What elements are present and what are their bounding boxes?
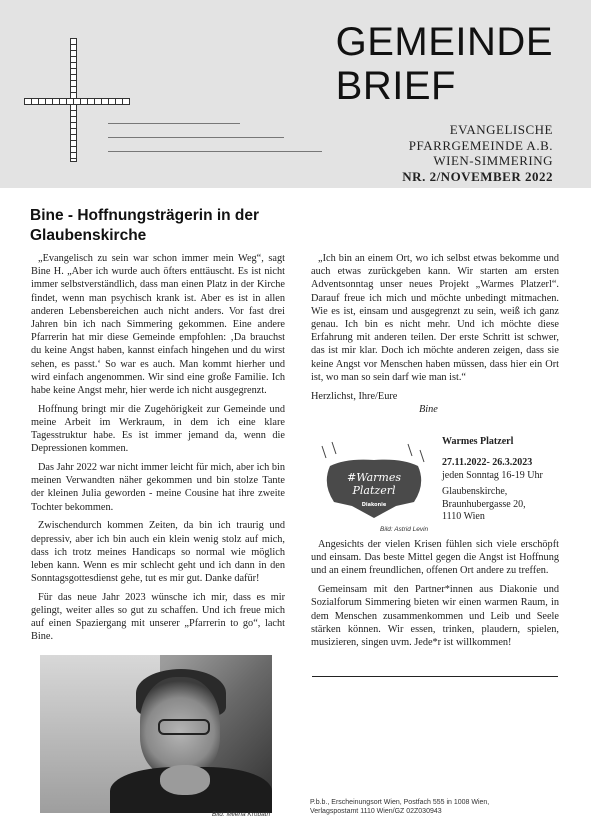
masthead-line2: BRIEF — [335, 64, 456, 108]
event-place: Braunhubergasse 20, — [442, 498, 526, 510]
masthead-line1: GEMEINDE — [335, 20, 553, 64]
photo-caption: Bild: Milena Krobath — [212, 811, 271, 818]
issue-number: NR. 2/NOVEMBER 2022 — [402, 168, 553, 184]
article-right-column — [311, 252, 559, 422]
footer-line1: P.b.b., Erscheinungsort Wien, Postfach 555 in 1008 Wien, — [310, 799, 490, 806]
article-paragraph: Für das neue Jahr 2023 wünsche ich mir, dass es mir gelingt, weiter alles so gut zu schaffen. Und ich freue mich auf einen Spaziergang mit unserer „Pfarrerin to go“, lacht Bine. — [31, 591, 285, 643]
decor-line — [108, 137, 284, 138]
publisher-line3: WIEN-SIMMERING — [433, 153, 553, 168]
masthead — [336, 20, 553, 108]
event-description — [311, 538, 559, 655]
event-title: Warmes Platzerl — [442, 436, 514, 447]
event-paragraph: Angesichts der vielen Krisen fühlen sich viele erschöpft und einsam. Das beste Mittel gegen die Angst ist Hoffnung und an einem freundlichen, offenen Ort andere zu treffen. — [311, 539, 559, 577]
article-paragraph: „Evangelisch zu sein war schon immer mein Weg“, sagt Bine H. „Aber ich wurde auch öfters enttäuscht. Es ist nicht immer selbstverständlich, dass man einen Platz in der Kirche findet, wenn man psychisch krank ist. Aber es ist in allen anderen Lebensbereichen auch nicht anders. Vor fast drei Jahren bin ich nach Simmering gekommen. Eine andere Pfarrerin hat mir diese Gemeinde empfohlen: ‚Da brauchst du keine Angst haben, kannst einfach hingehen und du wirst sehen, es passt.‘ So war es auch. Man kommt hierher und wird einfach angenommen. Wir sind eine große Familie. Ich habe keine Angst mehr, hier werde ich nicht ausgegrenzt. — [31, 253, 285, 397]
decor-line — [108, 151, 322, 152]
article-paragraph: Das Jahr 2022 war nicht immer leicht für mich, aber ich bin meinen Verwandten näher gekommen und bin stolze Tante der kleinen Julia geworden - meine Cousine hat ihre zweite Tochter bekommen. — [31, 462, 285, 513]
logo-caption: Bild: Astrid Levin — [380, 526, 429, 533]
logo-text: Diakonie — [361, 502, 387, 508]
warmes-platzerl-logo — [312, 436, 437, 531]
article-paragraph: Zwischendurch kommen Zeiten, da bin ich traurig und depressiv, aber ich bin auch ein klein wenig stolz auf mich, dass ich trotz meines Handicaps so normal wie möglich leben kann. Wenn es mir schlecht geht und ich dann in den Sonntagsgottesdienst gehe, tut es mir gut. Danke dafür! — [31, 520, 285, 585]
event-place: Glaubenskirche, — [442, 486, 508, 498]
event-dates: 27.11.2022- 26.3.2023 — [442, 457, 533, 469]
event-paragraph: Gemeinsam mit den Partner*innen aus Diakonie und Sozialforum Simmering bieten wir einen warmen Raum, in dem Menschen zusammenkommen und Leib und Seele stärken können. Wir essen, trinken, plaudern, spielen, musizieren, singen uvm. Jede*r ist willkommen! — [311, 584, 559, 648]
article-title: Bine - Hoffnungsträgerin in der Glaubenskirche — [30, 207, 260, 244]
header-band — [0, 0, 591, 188]
event-place: 1110 Wien — [442, 511, 485, 523]
article-paragraph: „Ich bin an einem Ort, wo ich selbst etwas bekomme und auch etwas zurückgeben kann. Wir starten am ersten Adventsonntag unser neues Projekt „Warmes Platzerl“. Darauf freue ich mich und möchte unbedingt mitmachen. Wie es ist, einsam und ausgegrenzt zu sein, weiß ich ganz genau. Ich bin es nicht mehr. Und ich möchte diese Erfahrung mit anderen teilen. Der erste Schritt ist schwer, das ist mir klar. Doch ich möchte anderen zeigen, dass sie keine Angst vor Menschen haben müssen, dass hier ein Ort ist, wo man so sein darf wie man ist.“ — [311, 253, 559, 383]
logo-text: #Warmes — [347, 471, 401, 484]
footer-line2: Verlagspostamt 1110 Wien/GZ 02Z030943 — [310, 808, 442, 815]
event-schedule: jeden Sonntag 16-19 Uhr — [442, 469, 543, 481]
closing-line: Herzlichst, Ihre/Eure — [311, 391, 398, 403]
publisher-info — [402, 122, 553, 184]
event-box — [442, 436, 543, 523]
cross-icon-horizontal — [24, 98, 130, 105]
footer-postal-info — [310, 798, 489, 816]
logo-text: Platzerl — [352, 484, 396, 497]
article-left-column — [31, 252, 285, 649]
signature: Bine — [419, 404, 438, 416]
decor-line — [108, 123, 240, 124]
publisher-line1: EVANGELISCHE — [449, 122, 553, 137]
publisher-line2: PFARRGEMEINDE A.B. — [408, 137, 553, 153]
article-paragraph: Hoffnung bringt mir die Zugehörigkeit zur Gemeinde und meine Arbeit im Werkraum, in dem ich eine klare Tagesstruktur habe. Es ist immer jemand da, wenn die Depressionen kommen. — [31, 403, 285, 455]
portrait-photo — [40, 655, 272, 813]
divider — [312, 676, 558, 677]
